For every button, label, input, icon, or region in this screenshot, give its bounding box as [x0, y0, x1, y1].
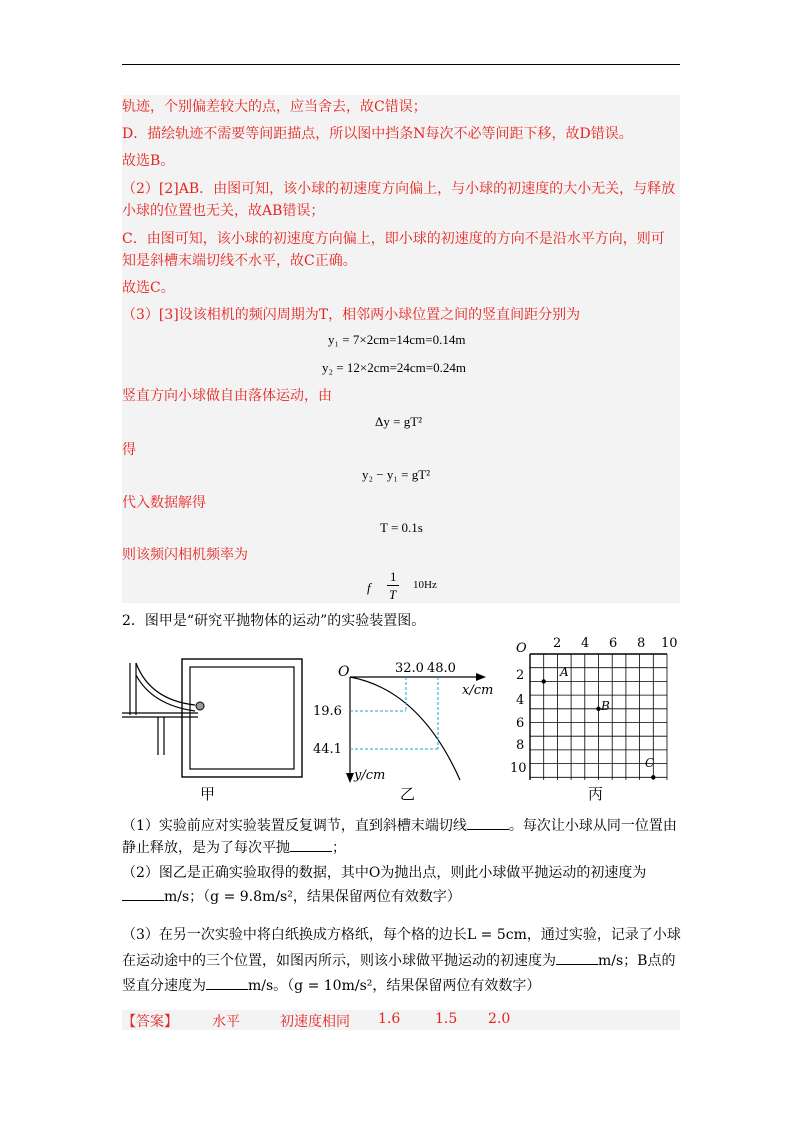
- bing-x-tick-4: 4: [581, 636, 590, 651]
- question-part-2-line-1: （2）图乙是正确实验取得的数据，其中O为抛出点，则此小球做平抛运动的初速度为: [122, 865, 647, 881]
- answer-1: 水平: [212, 1014, 240, 1030]
- figure-jia-apparatus: [120, 655, 310, 805]
- answer-blank-5[interactable]: [206, 975, 248, 990]
- yi-trajectory-curve: [350, 677, 460, 780]
- answer-5: 2.0: [488, 1011, 511, 1027]
- figure-yi-label: 乙: [400, 785, 416, 803]
- yi-y-axis-label: y/cm: [354, 768, 386, 783]
- figure-bing-label: 丙: [588, 785, 604, 803]
- bing-point-b-label: B: [601, 699, 610, 713]
- yi-x-axis-label: x/cm: [462, 683, 494, 698]
- solution-line-11: 得: [122, 442, 136, 458]
- question-part-3-text-b: 在运动途中的三个位置，如图丙所示，则该小球做平抛运动的初速度为: [122, 953, 556, 969]
- bing-y-tick-4: 4: [516, 693, 525, 708]
- solution-line-6: C．由图可知，该小球的初速度方向偏上，即小球的初速度的方向不是沿水平方向，则可: [122, 231, 665, 247]
- bing-origin-label: O: [516, 641, 527, 656]
- equation-y2: y₂ = 12×2cm=24cm=0.24m: [322, 360, 466, 375]
- yi-x-tick-2: 48.0: [427, 661, 456, 676]
- yi-y-tick-2: 44.1: [313, 742, 342, 757]
- grid-point-c: [651, 775, 655, 779]
- question-title: 2．图甲是“研究平抛物体的运动”的实验装置图。: [122, 613, 426, 629]
- bing-point-c-label: C: [645, 756, 655, 770]
- question-part-1-line-2: [122, 837, 346, 857]
- solution-line-4: （2）[2]AB．由图可知，该小球的初速度方向偏上，与小球的初速度的大小无关，与释放: [122, 181, 676, 197]
- question-part-3-text-d: 竖直分速度为: [122, 978, 206, 994]
- figure-bing-grid: [528, 652, 678, 780]
- question-part-1-text-a: （1）实验前应对实验装置反复调节，直到斜槽末端切线: [122, 818, 467, 834]
- answer-blank-2[interactable]: [290, 837, 332, 852]
- equation-difference: y₂ − y₁ = gT²: [362, 467, 431, 482]
- figure-jia-label: 甲: [200, 785, 216, 803]
- solution-line-13: 则该频闪相机频率为: [122, 547, 248, 563]
- question-part-3-text-c: m/s；B点的: [598, 953, 676, 969]
- question-part-3-text-e: m/s。（g = 10m/s²，结果保留两位有效数字）: [248, 978, 541, 994]
- question-part-3-line-2: [122, 950, 675, 970]
- question-part-1-line-1: [122, 815, 677, 835]
- equation-frequency-f: f: [367, 580, 371, 595]
- bing-x-tick-10: 10: [661, 636, 678, 651]
- solution-line-8: 故选C。: [122, 280, 175, 296]
- answer-blank-3[interactable]: [122, 886, 164, 901]
- yi-y-tick-1: 19.6: [313, 704, 342, 719]
- fraction-bar: [387, 585, 399, 586]
- bing-y-tick-8: 8: [516, 738, 525, 753]
- bing-y-tick-6: 6: [516, 716, 525, 731]
- answer-label: 【答案】: [122, 1014, 178, 1030]
- solution-line-7: 知是斜槽末端切线不水平，故C正确。: [122, 253, 357, 269]
- question-part-1-text-d: ；: [332, 840, 346, 856]
- solution-line-10: 竖直方向小球做自由落体运动，由: [122, 388, 332, 404]
- equation-frequency-value: 10Hz: [413, 579, 437, 591]
- equation-frequency-denominator: T: [389, 587, 397, 602]
- answer-blank-4[interactable]: [556, 950, 598, 965]
- equation-y1: y₁ = 7×2cm=14cm=0.14m: [328, 332, 466, 347]
- question-part-2-text-b: m/s；（g = 9.8m/s²，结果保留两位有效数字）: [164, 889, 461, 905]
- header-rule: [122, 64, 680, 65]
- yi-origin-label: O: [338, 664, 350, 680]
- solution-line-3: 故选B。: [122, 153, 175, 169]
- grid-point-a: [542, 679, 546, 683]
- answer-bar: [122, 1010, 680, 1030]
- answer-blank-1[interactable]: [467, 815, 509, 830]
- bing-point-a-label: A: [560, 665, 569, 679]
- answer-4: 1.5: [435, 1011, 458, 1027]
- equation-period: T = 0.1s: [380, 520, 423, 535]
- yi-x-tick-1: 32.0: [395, 661, 424, 676]
- solution-line-9: （3）[3]设该相机的频闪周期为T，相邻两小球位置之间的竖直间距分别为: [122, 307, 581, 323]
- solution-line-12: 代入数据解得: [122, 495, 206, 511]
- solution-line-1: 轨迹，个别偏差较大的点，应当舍去，故C错误；: [122, 99, 427, 115]
- bing-x-tick-6: 6: [609, 636, 618, 651]
- bing-y-tick-10: 10: [510, 761, 527, 776]
- question-part-3-line-3: [122, 975, 540, 995]
- bing-y-tick-2: 2: [516, 668, 525, 683]
- solution-line-2: D．描绘轨迹不需要等间距描点，所以图中挡条N每次不必等间距下移，故D错误。: [122, 126, 633, 142]
- equation-delta-y: Δy = gT²: [375, 414, 423, 429]
- question-part-2-line-2: [122, 886, 461, 906]
- solution-line-5: 小球的位置也无关，故AB错误；: [122, 203, 325, 219]
- bing-x-tick-2: 2: [553, 636, 562, 651]
- question-part-1-text-c: 静止释放，是为了每次平抛: [122, 840, 290, 856]
- answer-3: 1.6: [378, 1011, 401, 1027]
- equation-frequency-numerator: 1: [390, 569, 397, 584]
- question-part-1-text-b: 。每次让小球从同一位置由: [508, 818, 677, 834]
- bing-x-tick-8: 8: [637, 636, 646, 651]
- answer-2: 初速度相同: [280, 1014, 350, 1030]
- question-part-3-line-1: （3）在另一次实验中将白纸换成方格纸，每个格的边长L = 5cm，通过实验，记录了小球: [122, 927, 681, 943]
